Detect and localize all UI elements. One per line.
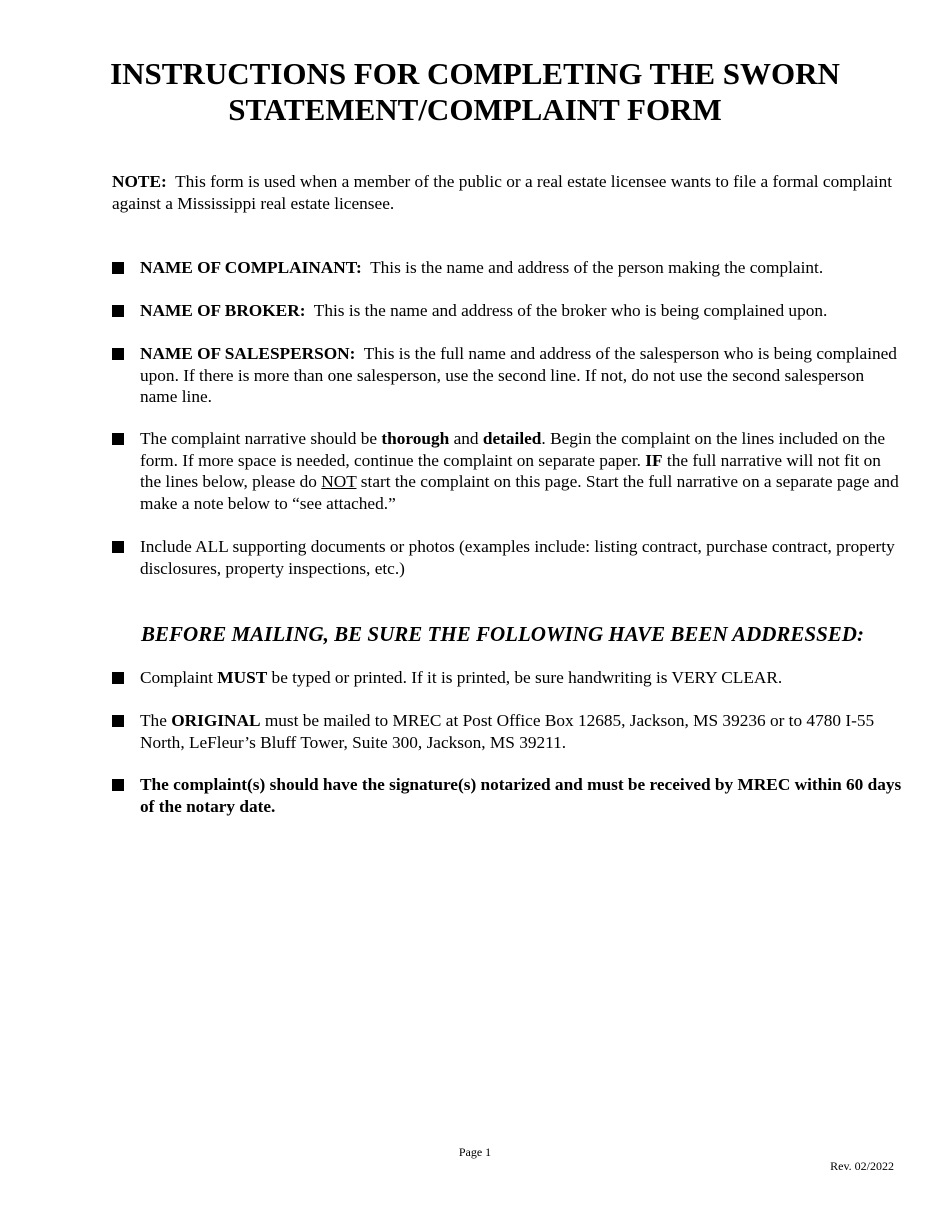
square-bullet-icon: [112, 433, 124, 445]
original-bold-original: ORIGINAL: [171, 711, 261, 730]
checklist-typed: [112, 667, 902, 689]
typed-text-1: Complaint: [140, 668, 218, 687]
instruction-complainant: [112, 257, 902, 279]
narrative-underline-not: NOT: [321, 472, 357, 491]
typed-bold-must: MUST: [217, 668, 268, 687]
checklist-original: [112, 710, 902, 753]
square-bullet-icon: [112, 262, 124, 274]
checklist-notarized: [112, 774, 902, 817]
narrative-bold-thorough: thorough: [381, 429, 450, 448]
instruction-documents: [112, 536, 902, 579]
narrative-text-2: and: [449, 429, 483, 448]
page-number: Page 1: [458, 1145, 492, 1159]
original-text-2: must be mailed to MREC at Post Office Box 12685, Jackson, MS 39236 or to 4780 I-55 North, LeFleur’s Bluff Tower, Suite 300, Jackson, MS 39211.: [140, 711, 875, 752]
instruction-salesperson: [112, 343, 902, 408]
note-paragraph: [112, 171, 892, 214]
square-bullet-icon: [112, 541, 124, 553]
narrative-text-5: start the complaint on this page. Start the full narrative on a separate page and make a note below to “see attached.”: [140, 472, 899, 513]
before-mailing-heading: BEFORE MAILING, BE SURE THE FOLLOWING HAVE BEEN ADDRESSED:: [141, 622, 864, 646]
narrative-bold-detailed: detailed: [482, 429, 542, 448]
square-bullet-icon: [112, 305, 124, 317]
note-text: This form is used when a member of the public or a real estate licensee wants to file a formal complaint against a Mississippi real estate licensee.: [112, 172, 893, 213]
narrative-text-1: The complaint narrative should be: [140, 429, 382, 448]
typed-text-2: be typed or printed. If it is printed, be sure handwriting is VERY CLEAR.: [267, 668, 783, 687]
complainant-text: This is the name and address of the person making the complaint.: [370, 258, 824, 277]
instruction-broker: [112, 300, 902, 322]
salesperson-label: NAME OF SALESPERSON:: [140, 344, 356, 363]
square-bullet-icon: [112, 779, 124, 791]
documents-text: Include ALL supporting documents or photos (examples include: listing contract, purchase contract, property disclosures, property inspections, etc.): [140, 537, 895, 578]
notarized-text: The complaint(s) should have the signature(s) notarized and must be received by MREC within 60 days of the notary date.: [140, 775, 902, 816]
narrative-text-4: the full narrative will not fit on the lines below, please do: [140, 450, 881, 491]
narrative-bold-if: IF: [645, 450, 663, 470]
title-line-2: STATEMENT/COMPLAINT FORM: [228, 92, 722, 127]
square-bullet-icon: [112, 715, 124, 727]
instruction-narrative: [112, 428, 902, 514]
original-text-1: The: [140, 711, 172, 730]
square-bullet-icon: [112, 672, 124, 684]
broker-label: NAME OF BROKER:: [140, 301, 306, 320]
broker-text: This is the name and address of the broker who is being complained upon.: [313, 301, 828, 320]
square-bullet-icon: [112, 348, 124, 360]
title-line-1: INSTRUCTIONS FOR COMPLETING THE SWORN: [110, 56, 840, 91]
salesperson-text: This is the full name and address of the salesperson who is being complained upon. If there is more than one salesperson, use the second line. If not, do not use the second salesperson name line.: [140, 344, 897, 406]
page-title: [0, 56, 950, 128]
complainant-label: NAME OF COMPLAINANT:: [140, 258, 362, 277]
narrative-text-3: . Begin the complaint on the lines included on the form. If more space is needed, continue the complaint on separate paper.: [140, 429, 886, 470]
revision-date: Rev. 02/2022: [830, 1159, 894, 1173]
note-label: NOTE:: [112, 172, 167, 191]
